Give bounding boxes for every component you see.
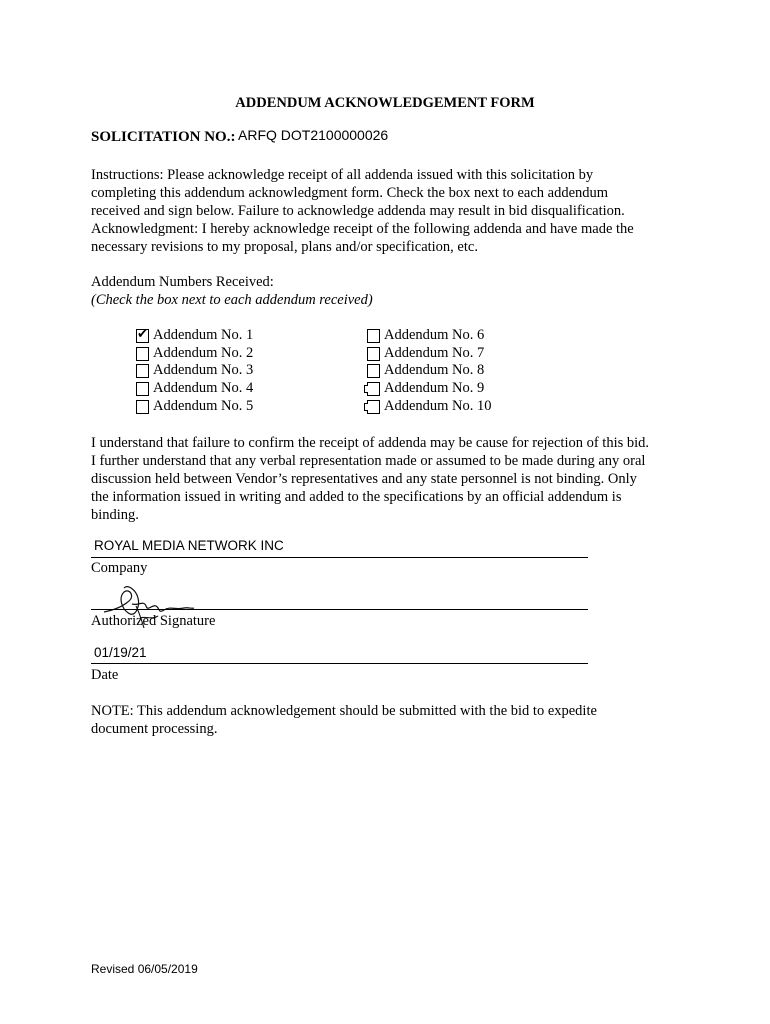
date-field[interactable]: 01/19/21 xyxy=(94,645,147,660)
addendum-4-checkbox[interactable] xyxy=(136,382,149,396)
understanding-line: binding. xyxy=(91,507,139,523)
note-line: document processing. xyxy=(91,721,218,737)
addendum-10-label: Addendum No. 10 xyxy=(384,398,492,414)
company-field[interactable]: ROYAL MEDIA NETWORK INC xyxy=(94,538,284,553)
addendum-3-label: Addendum No. 3 xyxy=(153,362,254,378)
addendum-8-checkbox[interactable] xyxy=(367,364,380,378)
understanding-line: the information issued in writing and added to the specifications by an official addendum is xyxy=(91,489,622,505)
addendum-5-label: Addendum No. 5 xyxy=(153,398,254,414)
signature-underline xyxy=(91,609,588,610)
addendum-1-label: Addendum No. 1 xyxy=(153,327,254,343)
note-paragraph xyxy=(91,702,681,738)
addendum-6-label: Addendum No. 6 xyxy=(384,327,485,343)
addenda-heading: Addendum Numbers Received: xyxy=(91,274,274,290)
note-line: NOTE: This addendum acknowledgement should be submitted with the bid to expedite xyxy=(91,703,597,719)
form-title: ADDENDUM ACKNOWLEDGEMENT FORM xyxy=(235,95,535,111)
date-underline xyxy=(91,663,588,664)
revision-footer: Revised 06/05/2019 xyxy=(91,962,198,976)
addendum-2-label: Addendum No. 2 xyxy=(153,345,254,361)
addendum-6-checkbox[interactable] xyxy=(367,329,380,343)
addendum-10-checkbox[interactable] xyxy=(367,400,380,414)
instructions-line: completing this addendum acknowledgment form. Check the box next to each addendum xyxy=(91,185,609,201)
company-caption: Company xyxy=(91,560,148,576)
addendum-5-checkbox[interactable] xyxy=(136,400,149,414)
signature-caption: Authorized Signature xyxy=(91,613,216,629)
solicitation-label: SOLICITATION NO.: xyxy=(91,129,236,145)
addendum-3-checkbox[interactable] xyxy=(136,364,149,378)
instructions-line: necessary revisions to my proposal, plans and/or specification, etc. xyxy=(91,239,478,255)
instructions-line: received and sign below. Failure to acknowledge addenda may result in bid disqualification. xyxy=(91,203,625,219)
checkmark-icon: ✔ xyxy=(137,327,148,342)
solicitation-number-field[interactable]: ARFQ DOT2100000026 xyxy=(238,127,389,143)
addendum-7-checkbox[interactable] xyxy=(367,347,380,361)
instructions-line: Acknowledgment: I hereby acknowledge receipt of the following addenda and have made the xyxy=(91,221,634,237)
understanding-line: I understand that failure to confirm the receipt of addenda may be cause for rejection of this bid. xyxy=(91,435,650,451)
addendum-7-label: Addendum No. 7 xyxy=(384,345,485,361)
addendum-8-label: Addendum No. 8 xyxy=(384,362,485,378)
instructions-paragraph xyxy=(91,166,681,256)
instructions-line: Instructions: Please acknowledge receipt of all addenda issued with this solicitation by xyxy=(91,167,594,183)
addenda-subheading: (Check the box next to each addendum received) xyxy=(91,292,373,308)
company-underline xyxy=(91,557,588,558)
addendum-4-label: Addendum No. 4 xyxy=(153,380,254,396)
date-caption: Date xyxy=(91,667,119,683)
understanding-paragraph xyxy=(91,434,681,524)
understanding-line: I further understand that any verbal representation made or assumed to be made during any oral xyxy=(91,453,646,469)
understanding-line: discussion held between Vendor’s representatives and any state personnel is not binding. Only xyxy=(91,471,637,487)
addendum-2-checkbox[interactable] xyxy=(136,347,149,361)
addendum-9-label: Addendum No. 9 xyxy=(384,380,485,396)
addendum-9-checkbox[interactable] xyxy=(367,382,380,396)
addendum-1-checkbox[interactable] xyxy=(136,329,149,343)
